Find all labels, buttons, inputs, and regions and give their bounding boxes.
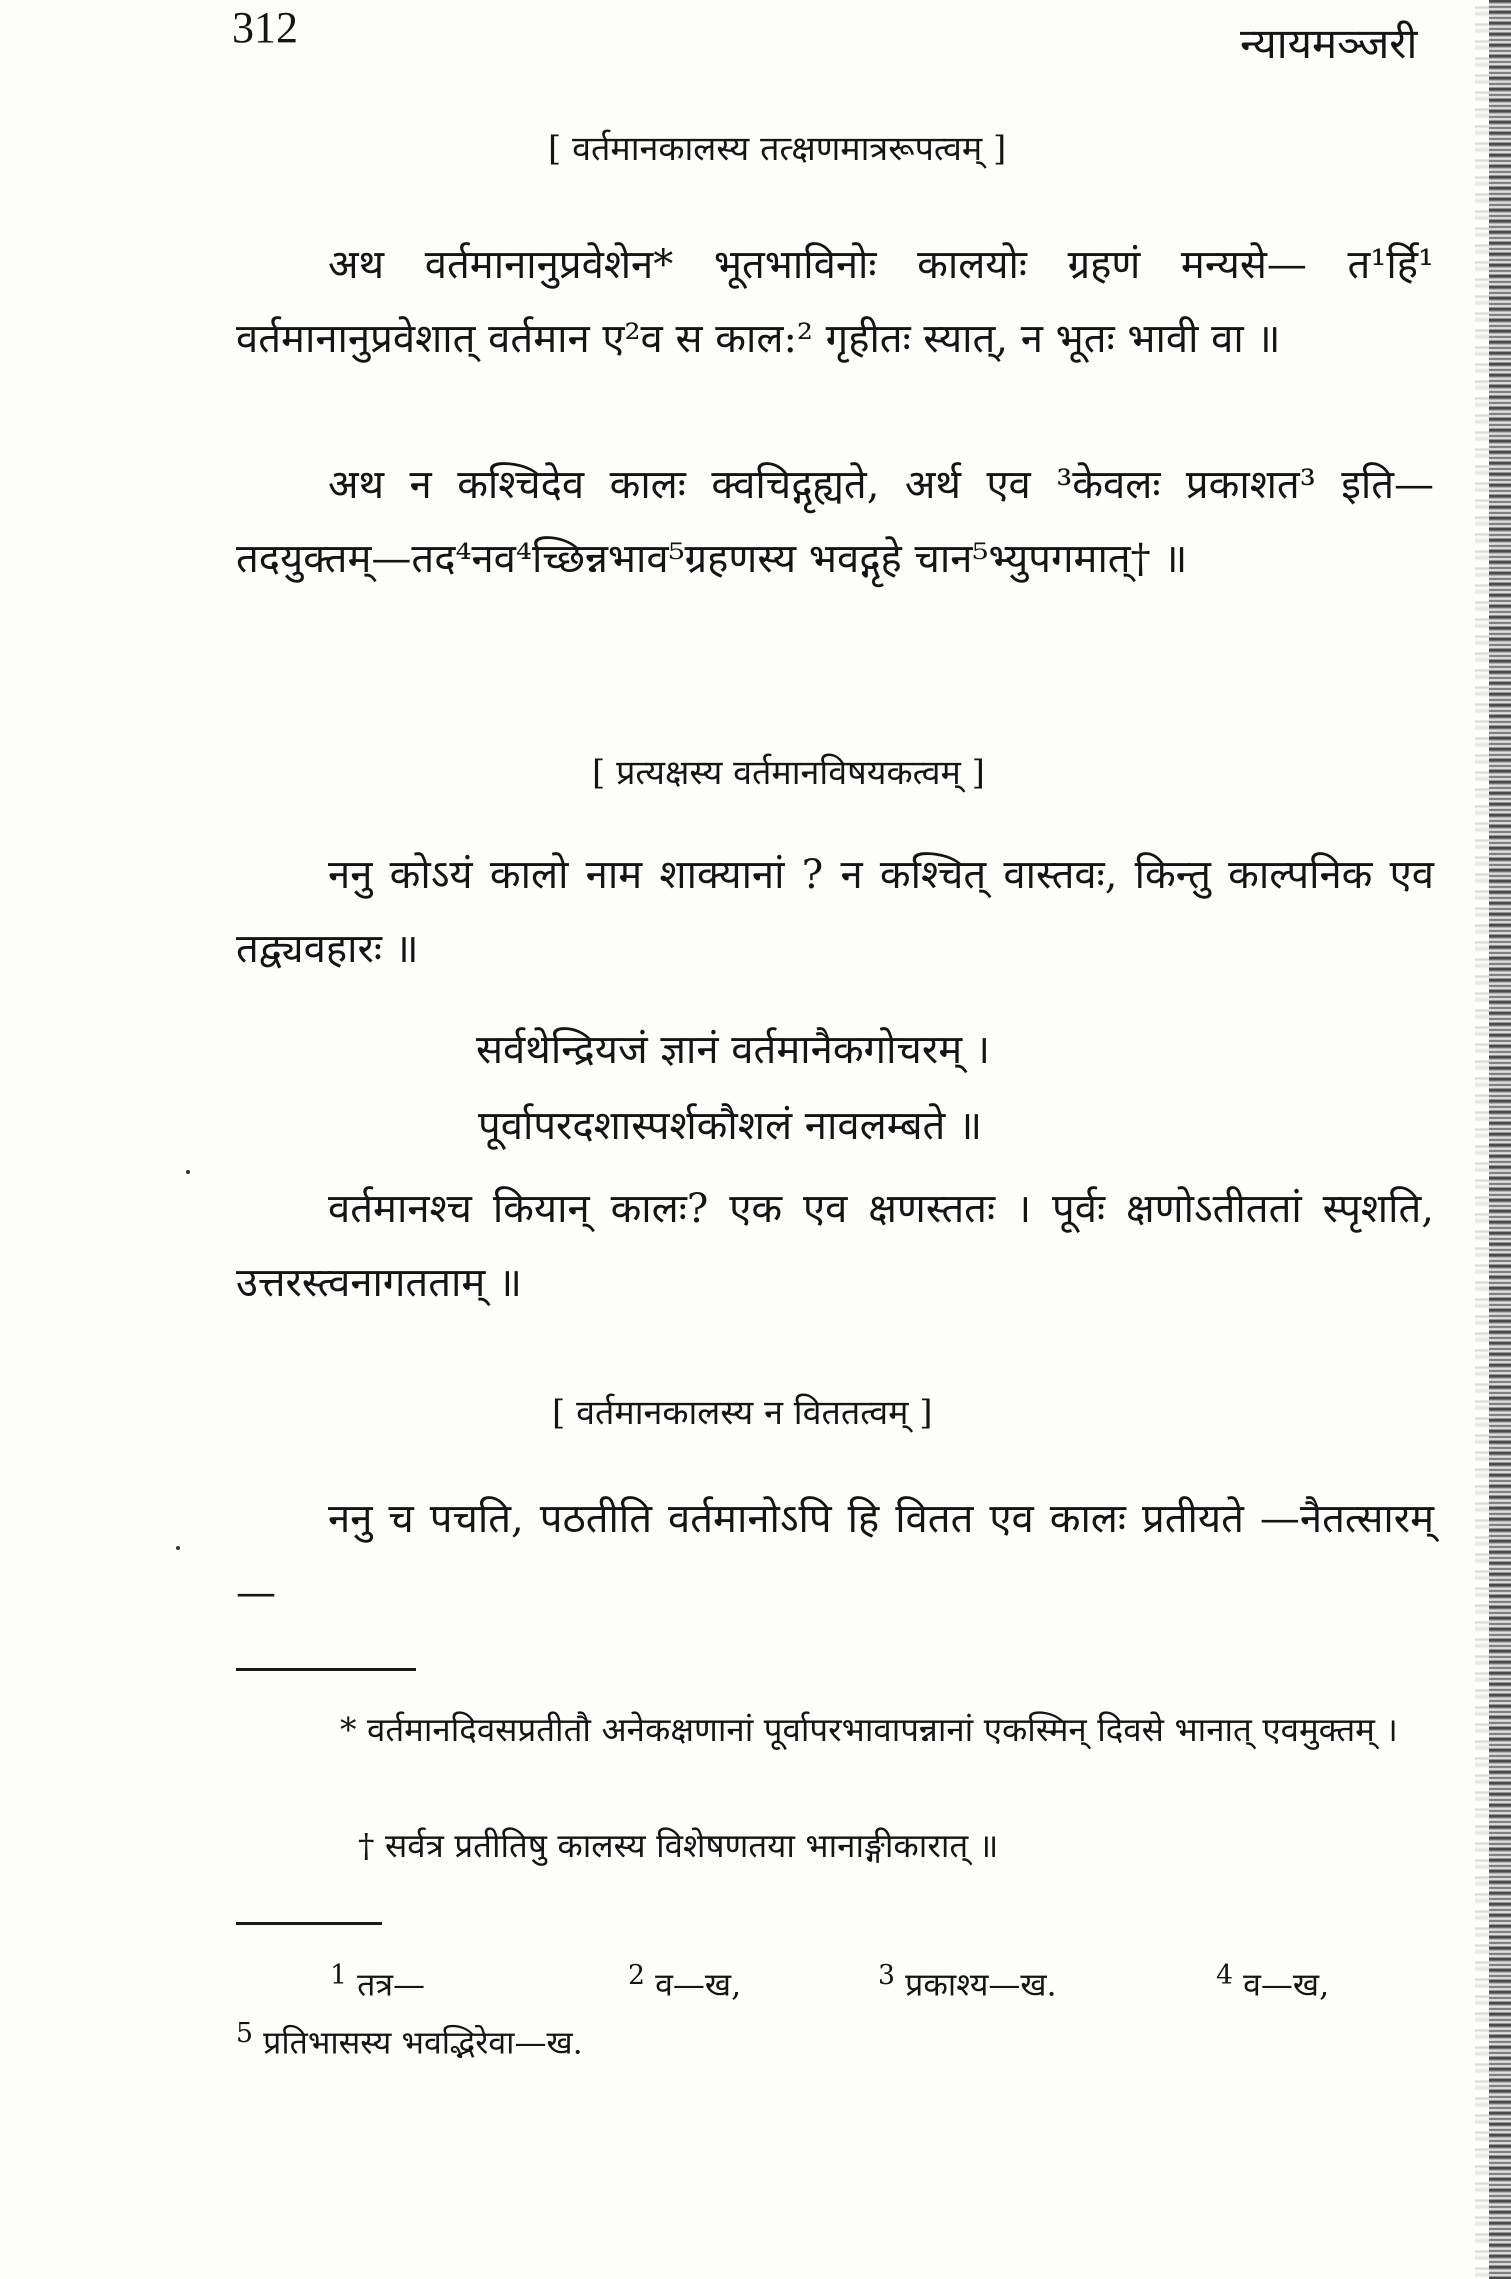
footnote-dagger: † सर्वत्र प्रतीतिषु कालस्य विशेषणतया भानाङ्गीकारात् ॥ <box>358 1826 999 1865</box>
variant-number: 2 <box>628 1960 645 1991</box>
paragraph-4: वर्तमानश्च कियान् कालः? एक एव क्षणस्ततः । पूर्वः क्षणोऽतीततां स्पृशति, उत्तरस्त्वनागतताम् ॥ <box>236 1186 1434 1306</box>
variant-note-1 <box>330 1960 425 2006</box>
footnote-asterisk: * वर्तमानदिवसप्रतीतौ अनेकक्षणानां पूर्वापरभावापन्नानां एकस्मिन् दिवसे भानात् एवमुक्तम् । <box>340 1710 1398 1749</box>
verse-line-2: पूर्वापरदशास्पर्शकौशलं नावलम्बते ॥ <box>478 1103 983 1149</box>
variant-text: व—ख, <box>1243 1965 1330 2004</box>
paragraph-3: ननु कोऽयं कालो नाम शाक्यानां ? न कश्चित् वास्तवः, किन्तु काल्पनिक एव तद्व्यवहारः ॥ <box>236 852 1434 972</box>
page-edge-scan-noise <box>1489 0 1511 2279</box>
running-title: न्यायमञ्जरी <box>1240 19 1418 68</box>
variant-note-3 <box>878 1960 1057 2006</box>
page-number: 312 <box>232 3 298 52</box>
variant-note-2 <box>628 1960 741 2006</box>
scan-speck <box>186 1170 190 1174</box>
variant-text: प्रतिभासस्य भवद्भिरेवा—ख. <box>263 2023 583 2062</box>
verse-line-1: सर्वथेन्द्रियजं ज्ञानं वर्तमानैकगोचरम् । <box>476 1027 990 1073</box>
variant-text: व—ख, <box>655 1965 742 2004</box>
variant-number: 5 <box>236 2018 253 2049</box>
paragraph-5: ननु च पचति, पठतीति वर्तमानोऽपि हि वितत एव कालः प्रतीयते —नैतत्सारम्— <box>236 1496 1434 1616</box>
section-heading-3: [ वर्तमानकालस्य न विततत्वम् ] <box>552 1393 933 1433</box>
variant-number: 1 <box>330 1960 347 1991</box>
variant-text: तत्र— <box>357 1965 426 2004</box>
variant-note-5 <box>236 2018 583 2064</box>
variant-number: 3 <box>878 1960 895 1991</box>
section-heading-2: [ प्रत्यक्षस्य वर्तमानविषयकत्वम् ] <box>592 753 985 793</box>
variant-number: 4 <box>1216 1960 1233 1991</box>
variant-note-4 <box>1216 1960 1329 2006</box>
page-edge-shadow <box>1475 0 1489 2279</box>
variant-text: प्रकाश्य—ख. <box>905 1965 1057 2004</box>
paragraph-1: अथ वर्तमानानुप्रवेशेन* भूतभाविनोः कालयोः ग्रहणं मन्यसे— त¹र्हि¹ वर्तमानानुप्रवेशात् वर्तमान ए²व स काल:² गृहीतः स्यात्, न भूतः भावी वा ॥ <box>236 242 1434 362</box>
section-heading-1: [ वर्तमानकालस्य तत्क्षणमात्ररूपत्वम् ] <box>548 129 1007 169</box>
paragraph-2: अथ न कश्चिदेव कालः क्वचिद्गृह्यते, अर्थ एव ³केवलः प्रकाशत³ इति—तदयुक्तम्—तद⁴नव⁴च्छिन्नभाव⁵ग्रहणस्य भवद्गृहे चान⁵भ्युपगमात्† ॥ <box>236 462 1434 582</box>
scan-speck <box>176 1546 180 1550</box>
variant-rule <box>236 1922 382 1925</box>
footnote-rule <box>236 1668 416 1671</box>
